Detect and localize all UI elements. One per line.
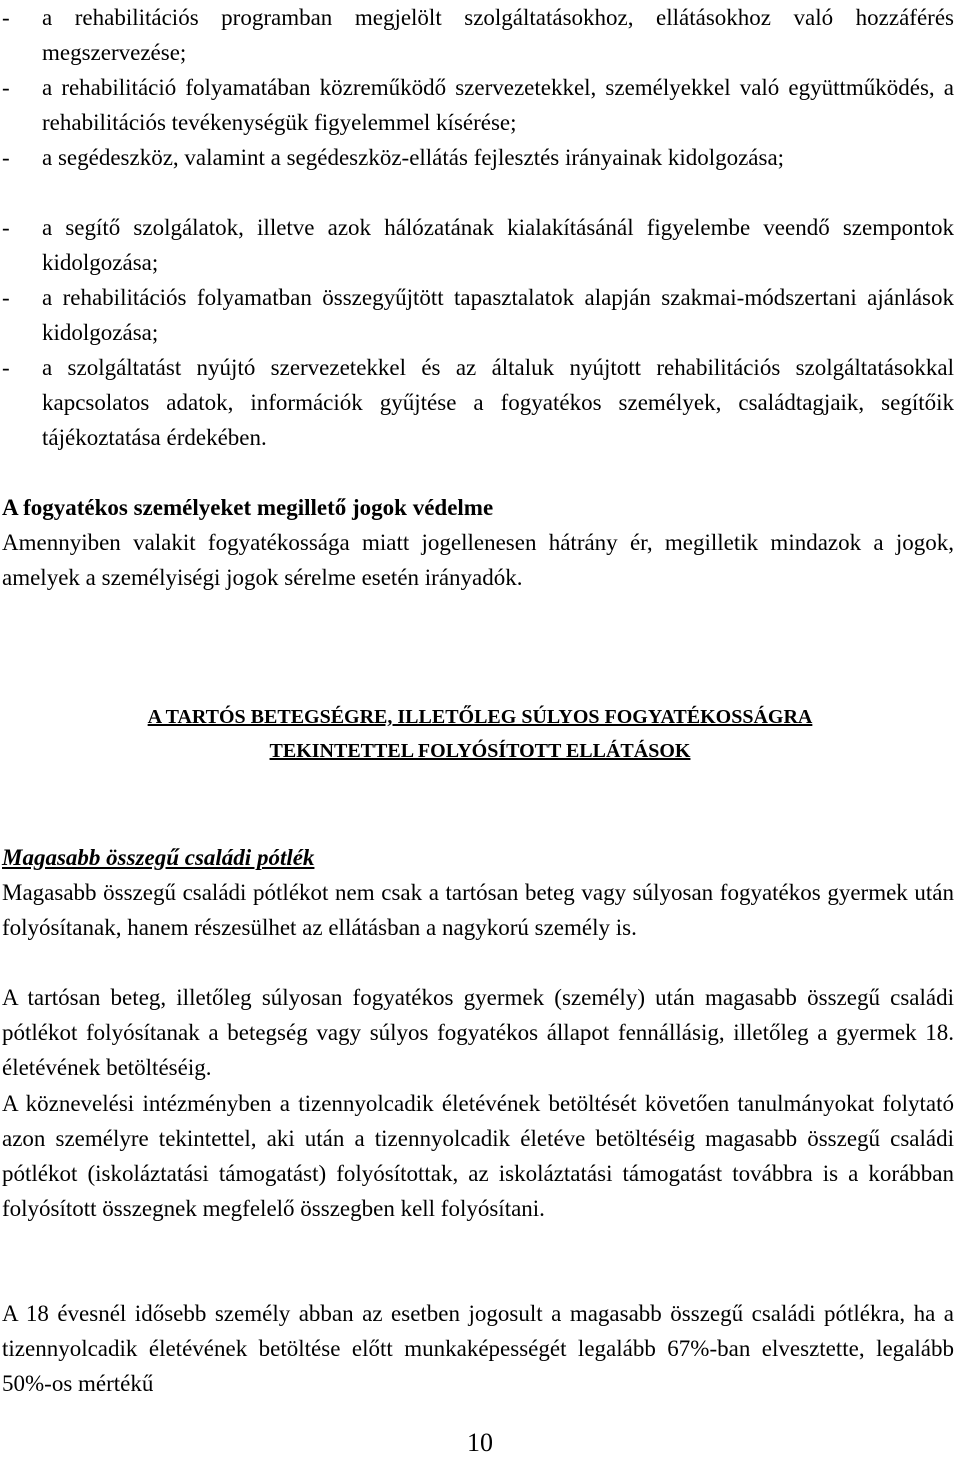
chapter-title-line-1: A TARTÓS BETEGSÉGRE, ILLETŐLEG SÚLYOS FOGYATÉKOSSÁGRA — [147, 706, 813, 728]
list-dash: - — [2, 75, 10, 100]
family-allowance-heading: Magasabb összegű családi pótlék — [2, 845, 315, 870]
list-dash: - — [2, 5, 10, 30]
list-item-text: a szolgáltatást nyújtó szervezetekkel és az általuk nyújtott rehabilitációs szolgáltatásokkal kapcsolatos adatok, információk gyűjtése a fogyatékos személyek, családtagjaik, segítőik tájékoztatása érdekében. — [42, 355, 954, 450]
list-item-text: a segítő szolgálatok, illetve azok hálózatának kialakításánál figyelembe veendő szempontok kidolgozása; — [42, 215, 954, 275]
rights-section-body: Amennyiben valakit fogyatékossága miatt jogellenesen hátrány ér, megilletik mindazok a jogok, amelyek a személyiségi jogok sérelme esetén irányadók. — [2, 530, 954, 590]
family-allowance-paragraph: A köznevelési intézményben a tizennyolcadik életévének betöltését követően tanulmányokat folytató azon személyre tekintettel, aki után a tizennyolcadik életéve betöltéséig magasabb összegű családi pótlékot (iskoláztatási támogatást) folyósítottak, az iskoláztatási támogatást továbbra is a korábban folyósított összegnek megfelelő összegben kell folyósítani. — [2, 1091, 954, 1221]
list-item — [2, 210, 954, 280]
list-item-text: a rehabilitáció folyamatában közreműködő szervezetekkel, személyekkel való együttműködés, a rehabilitációs tevékenységük figyelemmel kísérése; — [42, 75, 954, 135]
family-allowance-paragraph: A tartósan beteg, illetőleg súlyosan fogyatékos gyermek (személy) után magasabb összegű családi pótlékot folyósítanak a betegség vagy súlyos fogyatékos állapot fennállásig, illetőleg a gyermek 18. életévének betöltéséig. — [2, 985, 954, 1080]
page-number: 10 — [467, 1428, 493, 1457]
list-item — [2, 280, 954, 350]
list-item-text: a rehabilitációs folyamatban összegyűjtött tapasztalatok alapján szakmai-módszertani ajánlások kidolgozása; — [42, 285, 954, 345]
list-item-text: a rehabilitációs programban megjelölt szolgáltatásokhoz, ellátásokhoz való hozzáférés megszervezése; — [42, 5, 954, 65]
list-item — [2, 140, 954, 175]
list-dash: - — [2, 285, 10, 310]
rights-section-heading: A fogyatékos személyeket megillető jogok védelme — [2, 495, 494, 520]
family-allowance-paragraph: A 18 évesnél idősebb személy abban az esetben jogosult a magasabb összegű családi pótlékra, ha a tizennyolcadik életévének betöltése előtt munkaképességét legalább 67%-ban elvesztette, legalább 50%-os mértékű — [2, 1301, 954, 1396]
list-dash: - — [2, 215, 10, 240]
chapter-title-line-2: TEKINTETTEL FOLYÓSÍTOTT ELLÁTÁSOK — [269, 740, 691, 762]
list-item — [2, 0, 954, 70]
list-item — [2, 70, 954, 140]
list-item — [2, 350, 954, 455]
list-dash: - — [2, 355, 10, 380]
family-allowance-paragraph: Magasabb összegű családi pótlékot nem csak a tartósan beteg vagy súlyosan fogyatékos gyermek után folyósítanak, hanem részesülhet az ellátásban a nagykorú személy is. — [2, 880, 954, 940]
list-dash: - — [2, 145, 10, 170]
list-item-text: a segédeszköz, valamint a segédeszköz-ellátás fejlesztés irányainak kidolgozása; — [42, 145, 785, 170]
